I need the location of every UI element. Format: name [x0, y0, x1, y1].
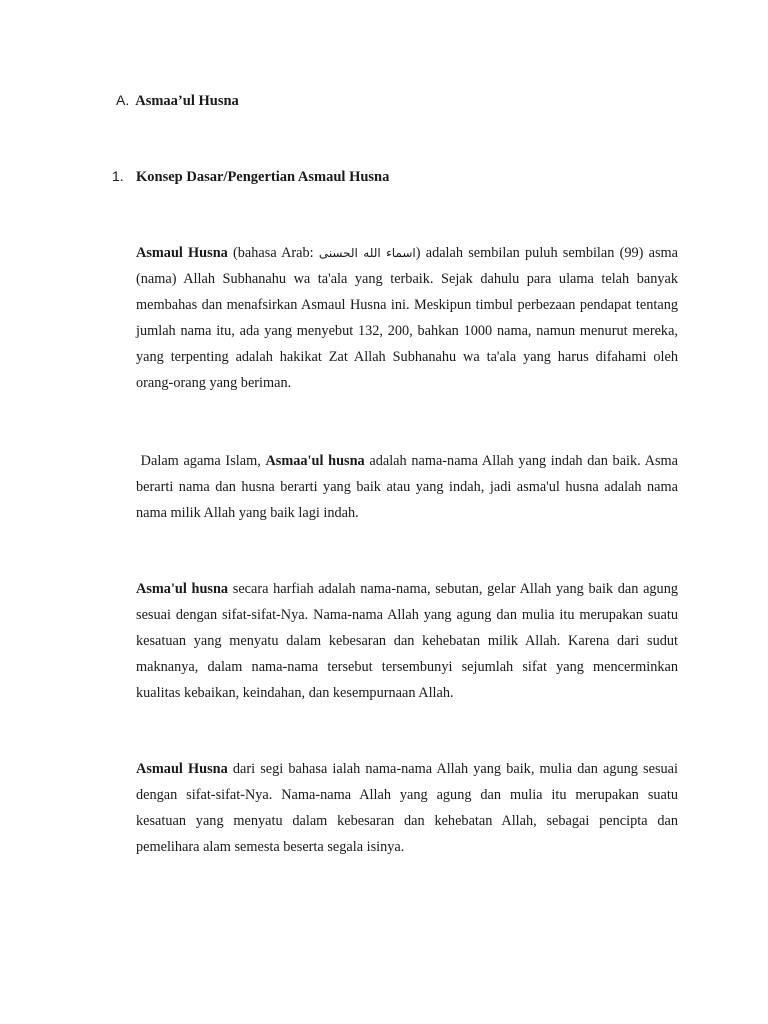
term-bold: Asmaul Husna — [136, 761, 228, 777]
paragraph-text: secara harfiah adalah nama-nama, sebutan, gelar Allah yang baik dan agung sesuai dengan sifat-sifat-Nya. Nama-nama Allah yang agung dan mulia itu merupakan suatu kesatuan yang menyatu dalam kebesaran dan kehebatan milik Allah. Karena dari sudut maknanya, dalam nama-nama tersebut tersembunyi sejumlah sifat yang mencerminkan kualitas kebaikan, keindahan, dan kesempurnaan Allah. — [136, 581, 679, 701]
section-marker: A. — [116, 92, 130, 108]
term-bold: Asmaul Husna — [136, 245, 228, 261]
paragraph-islam — [136, 448, 678, 526]
subsection-heading-1 — [112, 166, 389, 187]
paragraph-text: dari segi bahasa ialah nama-nama Allah yang baik, mulia dan agung sesuai dengan sifat-sifat-Nya. Nama-nama Allah yang agung dan mulia itu merupakan suatu kesatuan yang menyatu dalam kebesaran dan kehebatan Allah, sebagai pencipta dan pemelihara alam semesta beserta segala isinya. — [136, 761, 679, 855]
section-title: Asmaa’ul Husna — [135, 93, 239, 109]
paragraph-lead: Dalam agama Islam, — [136, 453, 266, 469]
term-bold: Asmaa'ul husna — [265, 453, 365, 469]
paragraph-text: adalah nama-nama Allah yang indah dan baik. Asma berarti nama dan husna berarti yang baik atau yang indah, jadi asma'ul husna adalah nama nama milik Allah yang baik lagi indah. — [136, 453, 678, 521]
paragraph-language-meaning — [136, 756, 678, 860]
paragraph-text: (bahasa Arab: — [227, 245, 319, 261]
term-bold: Asma'ul husna — [136, 581, 229, 597]
paragraph-literal-meaning — [136, 576, 678, 706]
arabic-term: اسماء الله الحسنى — [318, 246, 416, 260]
section-heading-a — [116, 90, 239, 111]
subsection-title: Konsep Dasar/Pengertian Asmaul Husna — [136, 169, 390, 185]
paragraph-definition — [136, 240, 678, 396]
subsection-marker: 1. — [112, 168, 124, 184]
paragraph-text: ) adalah sembilan puluh sembilan (99) asma (nama) Allah Subhanahu wa ta'ala yang terbaik. Sejak dahulu para ulama telah banyak membahas dan menafsirkan Asmaul Husna ini. Meskipun timbul perbezaan pendapat tentang jumlah nama itu, ada yang menyebut 132, 200, bahkan 1000 nama, namun menurut mereka, yang terpenting adalah hakikat Zat Allah Subhanahu wa ta'ala yang harus difahami oleh orang-orang yang beriman. — [136, 245, 678, 391]
